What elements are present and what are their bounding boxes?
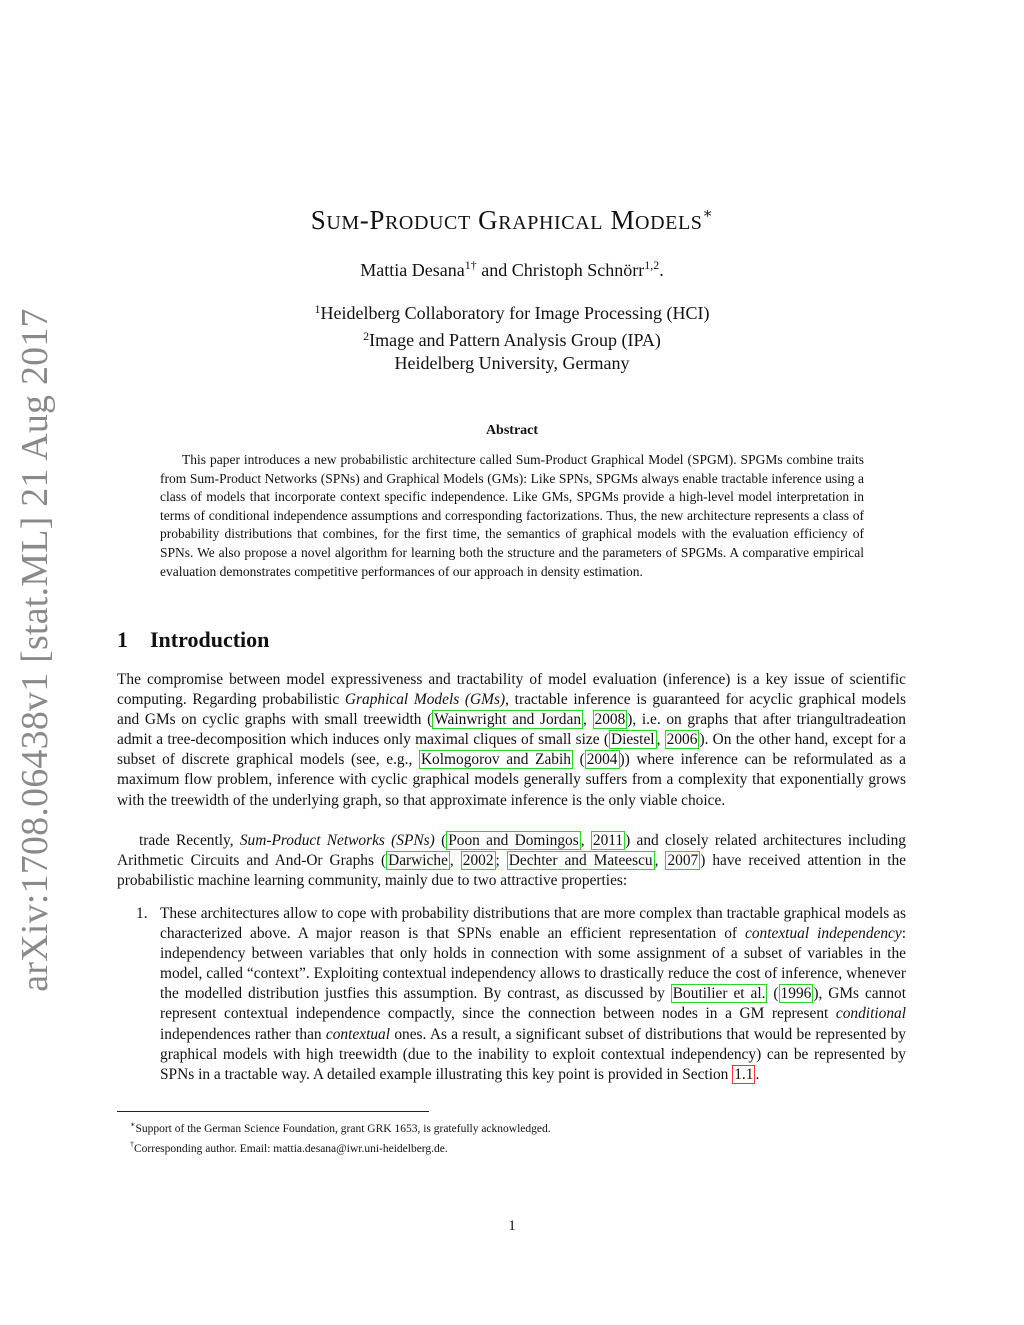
emphasis: Sum-Product Networks (SPNs) [239, 832, 435, 849]
citation-year-link[interactable]: 2007 [667, 852, 699, 870]
citation-year-link[interactable]: 2011 [592, 832, 624, 849]
footnote-text: Corresponding author. Email: mattia.desana@iwr.uni-heidelberg.de. [134, 1143, 448, 1156]
citation-link[interactable]: Dechter and Mateescu [508, 852, 653, 870]
title-part: ODELS [635, 212, 703, 234]
footnote-mark: † [130, 1140, 134, 1150]
footnote-divider [117, 1111, 429, 1112]
footnote-mark: ∗ [130, 1120, 136, 1129]
citation-year-link[interactable]: 2006 [666, 731, 698, 749]
title-part: RAPHICAL [498, 212, 604, 234]
affiliation-mark: 2 [363, 329, 370, 343]
author-list [0, 258, 1024, 281]
author-name: Mattia Desana [360, 260, 465, 280]
title-part: RODUCT [384, 212, 471, 234]
citation-link[interactable]: Poon and Domingos [448, 832, 579, 849]
author-marks: 1† [464, 258, 477, 272]
title-part: P [369, 205, 385, 235]
footnote [130, 1117, 830, 1137]
citation-link[interactable]: Boutilier et al. [672, 985, 766, 1003]
title-part: UM [326, 212, 360, 234]
abstract-heading: Abstract [485, 423, 539, 438]
section-heading [117, 627, 269, 653]
affiliation-line [0, 298, 1024, 325]
affiliations [0, 298, 1024, 375]
section-title: Introduction [150, 627, 270, 652]
citation-link[interactable]: Darwiche [388, 852, 448, 870]
affiliation-text: Heidelberg University, Germany [394, 353, 630, 373]
citation-year-link[interactable]: 2004 [586, 751, 618, 769]
citation-link[interactable]: Wainwright and Jordan [434, 711, 582, 729]
author-trailing: . [659, 260, 664, 280]
intro-paragraph-1: The compromise between model expressiveness and tractability of model evaluation (inference) is a key issue of scientific computing. Regarding probabilistic Graphical Models (GMs), tractable inference is guaranteed for acyclic graphical models and GMs on cyclic graphs with small treewidth ( Wainwright and Jordan , 2008 ), i.e. on graphs that after triangultradeation admit a tree-decomposition which induces only maximal cliques of small size ( Diestel , 2006 ). On the other hand, except for a subset of discrete graphical models (see, e.g., Kolmogorov and Zabih ( 2004 )) where inference can be reformulated as a maximum flow problem, inference with cyclic graphical models generally suffers from a complexity that exponentially grows with the treewidth of the underlying graph, so that approximate inference is the only viable choice. [117, 671, 907, 809]
affiliation-line [0, 325, 1024, 352]
emphasis: contextual [325, 1025, 391, 1043]
footnote-text: Support of the German Science Foundation, grant GRK 1653, is gratefully acknowledged. [135, 1122, 551, 1135]
intro-paragraph-2: trade Recently, Sum-Product Networks (SPNs) ( Poon and Domingos , 2011 ) and closely related architectures including Arithmetic Circuits and And-Or Graphs ( Darwiche , 2002 ; Dechter and Mateescu , 2007 ) have received attention in the probabilistic machine learning community, mainly due to two attractive properties: [117, 832, 907, 890]
author-marks: 1,2 [644, 258, 660, 272]
page-number: 1 [508, 1218, 516, 1234]
affiliation-text: Image and Pattern Analysis Group (IPA) [369, 330, 661, 350]
affiliation-mark: 1 [314, 302, 321, 316]
emphasis: Graphical Models (GMs) [344, 691, 506, 709]
paper-title [0, 204, 1024, 236]
list-item-number: 1. [136, 905, 148, 922]
emphasis: conditional [835, 1005, 906, 1023]
citation-year-link[interactable]: 1996 [780, 985, 812, 1003]
emphasis: contextual independency [745, 925, 902, 943]
citation-year-link[interactable]: 2008 [594, 711, 626, 729]
citation-link[interactable]: Kolmogorov and Zabih [420, 751, 571, 769]
section-number: 1 [117, 627, 128, 652]
footnote [130, 1137, 830, 1157]
section-reference-link[interactable]: 1.1 [734, 1065, 754, 1083]
list-item: These architectures allow to cope with probability distributions that are more complex than tractable graphical models as characterized above. A major reason is that SPNs enable an efficient representation of contextual independency: independency between variables that only holds in connection with some assignment of a subset of variables in the model, called “context”. Exploiting contextual independency allows to drastically reduce the cost of inference, whenever the modelled distribution justfies this assumption. By contrast, as discussed by Boutilier et al. ( 1996 ), GMs cannot represent contextual independence compactly, since the connection between nodes in a GM represent conditional independences rather than contextual ones. As a result, a significant subset of distributions that would be represented by graphical models with high treewidth (due to the inability to exploit contextual independency) can be represented by SPNs in a tractable way. A detailed example illustrating this key point is provided in Section 1.1 . [160, 905, 906, 1083]
author-name: Christoph Schnörr [511, 260, 645, 280]
affiliation-text: Heidelberg Collaboratory for Image Processing (HCI) [320, 303, 710, 323]
title-part: G [478, 205, 499, 235]
title-footnote-marker: ∗ [702, 206, 714, 222]
title-part: S [310, 205, 327, 235]
affiliation-line [0, 352, 1024, 375]
footnotes [130, 1117, 830, 1158]
arxiv-identifier: arXiv:1708.06438v1 [stat.ML] 21 Aug 2017 [14, 308, 56, 992]
title-part: M [610, 205, 636, 235]
citation-year-link[interactable]: 2002 [462, 852, 494, 870]
title-part: - [359, 205, 370, 235]
abstract-text: This paper introduces a new probabilistic architecture called Sum-Product Graphical Model (SPGM). SPGMs combine traits from Sum-Product Networks (SPNs) and Graphical Models (GMs): Like SPNs, SPGMs always enable tractable inference using a class of models that incorporate context specific independence. Like GMs, SPGMs provide a high-level model interpretation in terms of conditional independence assumptions and corresponding factorizations. Thus, the new architecture represents a class of probability distributions that combines, for the first time, the semantics of graphical models with the evaluation efficiency of SPNs. We also propose a novel algorithm for learning both the structure and the parameters of SPGMs. A comparative empirical evaluation demonstrates competitive performances of our approach in density estimation. [160, 452, 864, 579]
author-conjunction: and [476, 260, 512, 280]
citation-link[interactable]: Diestel [610, 731, 655, 749]
